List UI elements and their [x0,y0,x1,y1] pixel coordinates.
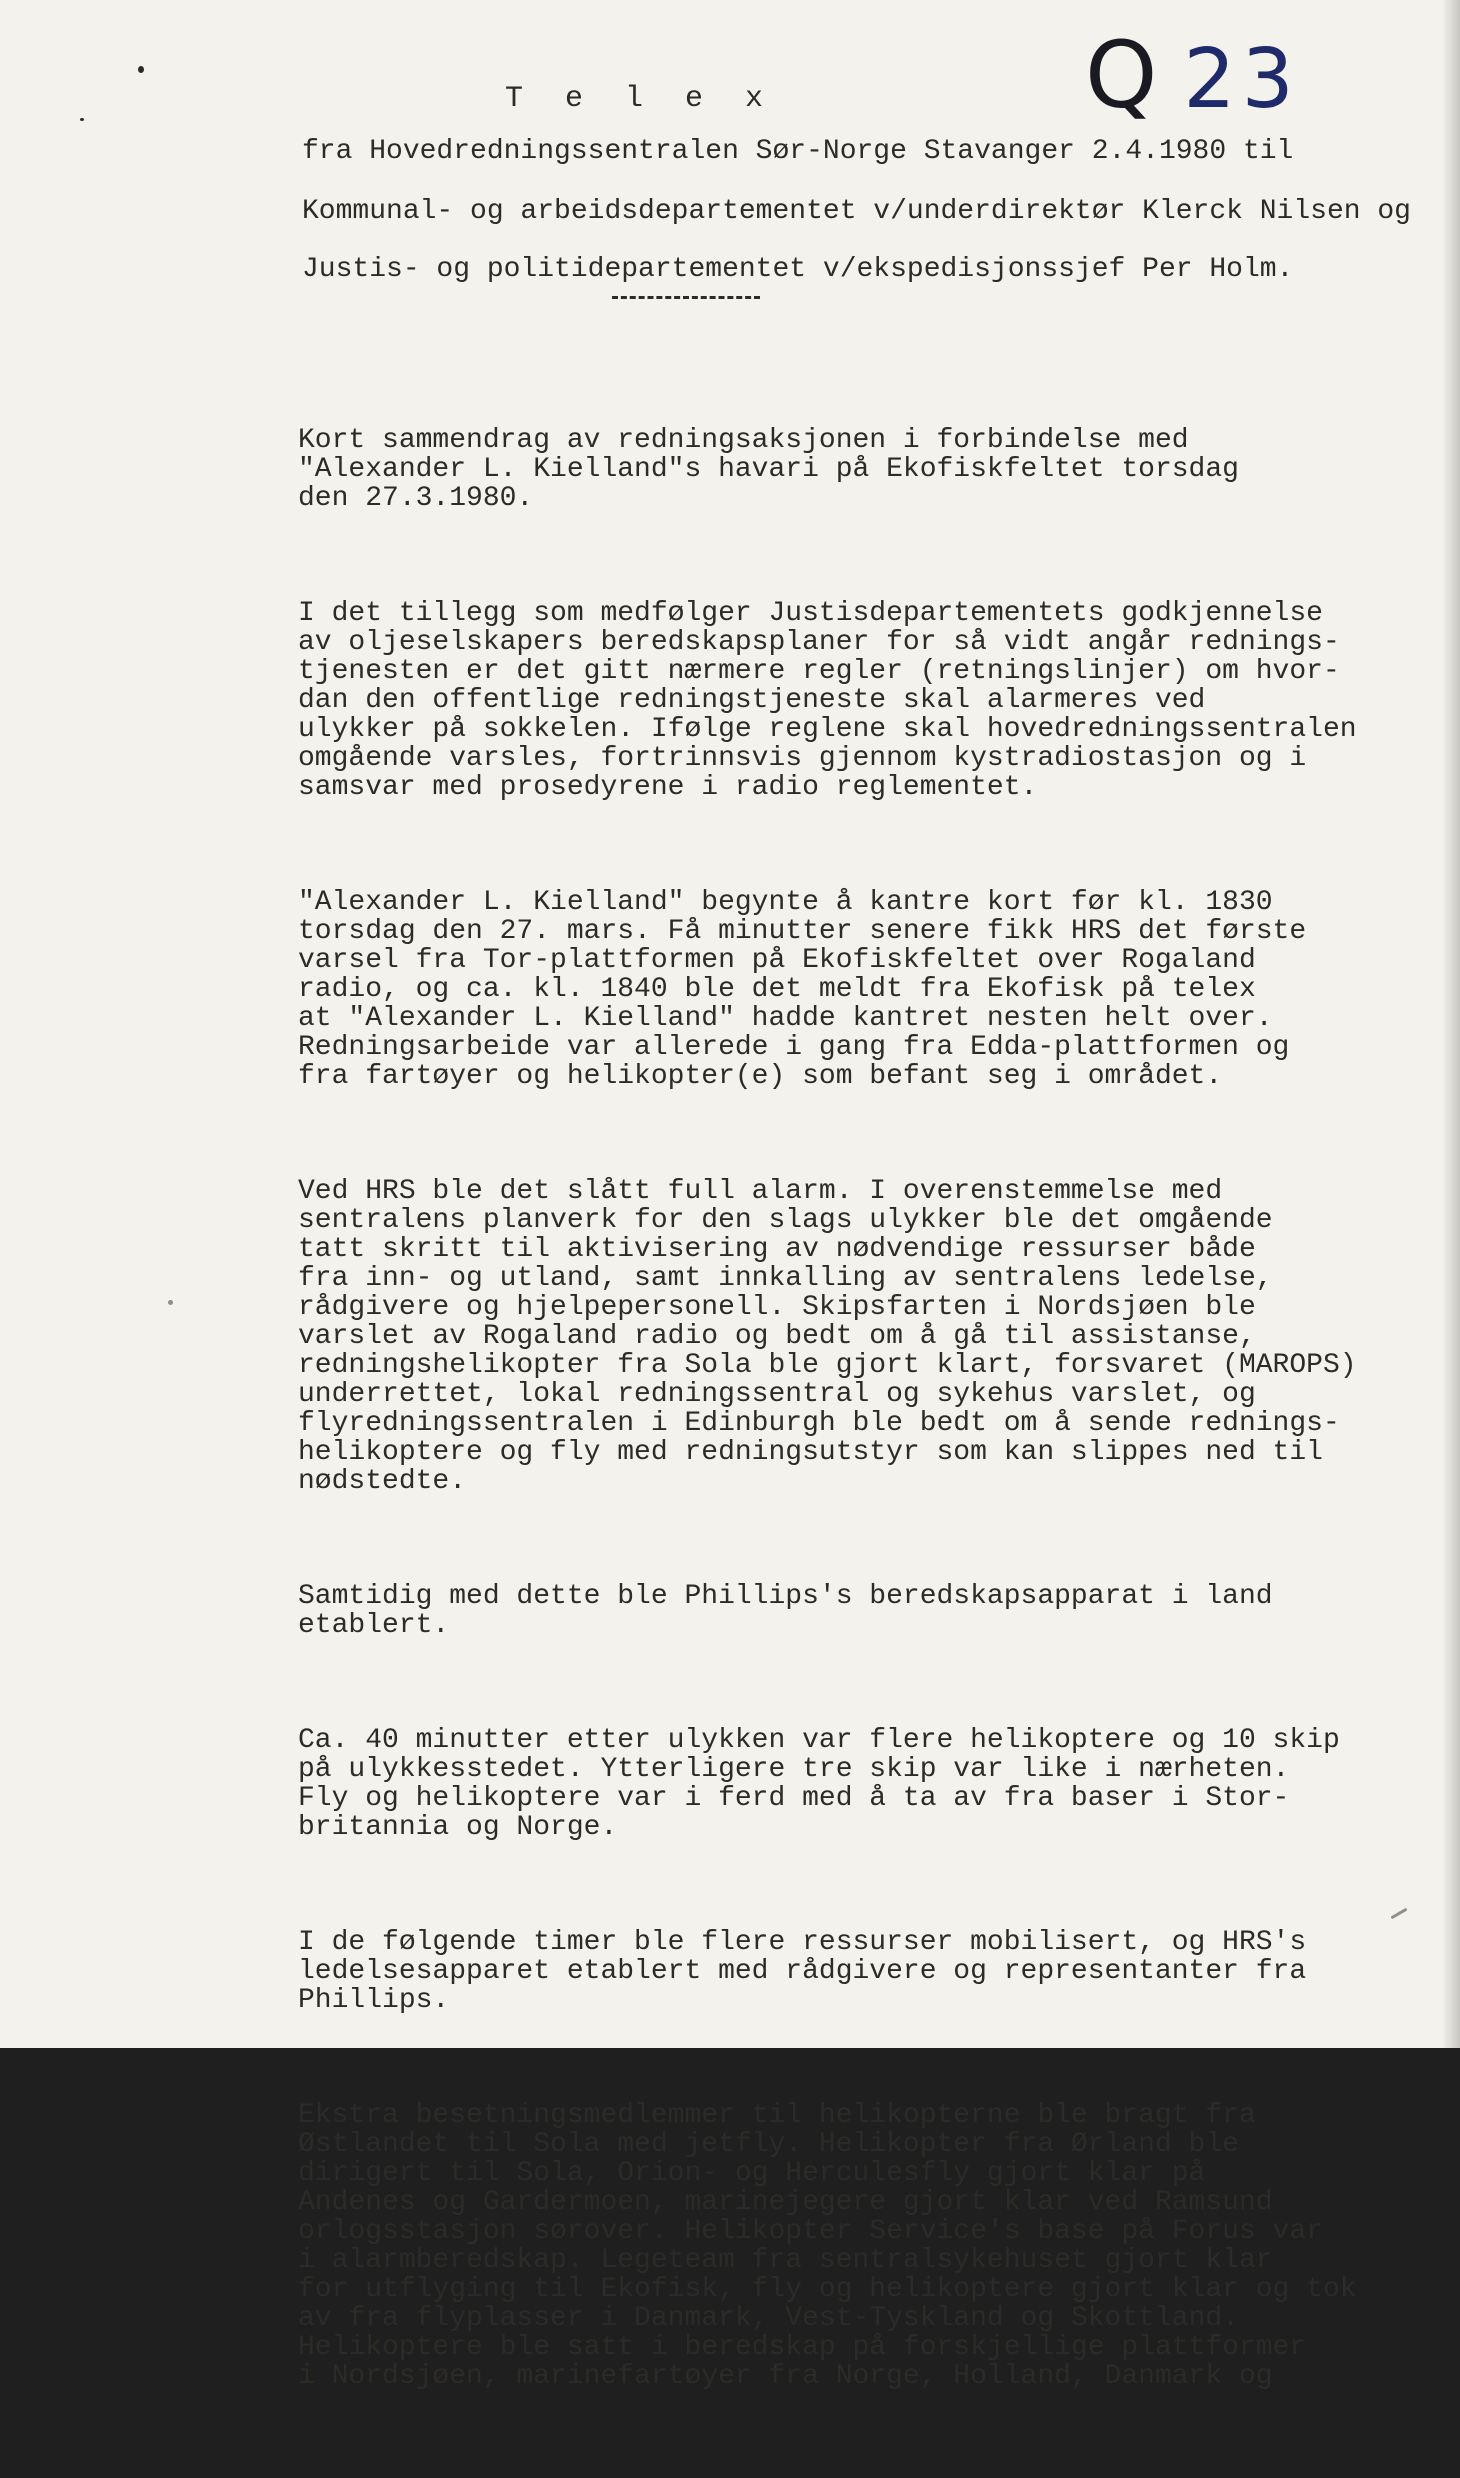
scan-speck [168,1300,173,1305]
annotation-letter: Q [1085,22,1164,129]
document-body [298,368,1418,2477]
paragraph-regulations: I det tillegg som medfølger Justisdepartementets godkjennelse av oljeselskapers beredskapsplaner for så vidt angår rednings- tjenesten er det gitt nærmere regler (retningslinjer) om hvor- dan den offentlige redningstjeneste skal alarmeres ved ulykker på sokkelen. Ifølge reglene skal hovedredningssentralen omgående varsles, fortrinnsvis gjennom kystradiostasjon og i samsvar med prosedyrene i radio reglementet. [298,598,1357,803]
paragraph-capsize: "Alexander L. Kielland" begynte å kantre kort før kl. 1830 torsdag den 27. mars. Få minutter senere fikk HRS det første varsel fra Tor-plattformen på Ekofiskfeltet over Rogaland radio, og ca. kl. 1840 ble det meldt fra Ekofisk på telex at "Alexander L. Kielland" hadde kantret nesten helt over. Redningsarbeide var allerede i gang fra Edda-plattformen og fra fartøyer og helikopter(e) som befant seg i området. [298,887,1307,1092]
scan-speck [138,66,144,73]
header-line-sender: fra Hovedredningssentralen Sør-Norge Stavanger 2.4.1980 til [302,136,1294,167]
header-line-recipient-1: Kommunal- og arbeidsdepartementet v/underdirektør Klerck Nilsen og [302,196,1411,227]
paragraph-40-minutes: Ca. 40 minutter etter ulykken var flere helikoptere og 10 skip på ulykkesstedet. Ytterligere tre skip var like i nærheten. Fly og helikoptere var i ferd med å ta av fra baser i Stor- britannia og Norge. [298,1725,1340,1843]
paragraph-extra-crew: Ekstra besetningsmedlemmer til helikopterne ble bragt fra Østlandet til Sola med jetfly. Helikopter fra Ørland ble dirigert til Sola, Orion- og Herculesfly gjort klar på Andenes og Gardermoen, marinejegere gjort klar ved Ramsund orlogsstasjon sørover. Helikopter Service's base på Forus var i alarmberedskap. Legeteam fra sentralsykehuset gjort klar for utflyging til Ekofisk, fly og helikoptere gjort klar og tok av fra flyplasser i Danmark, Vest-Tyskland og Skottland. Helikoptere ble satt i beredskap på forskjellige plattformer i Nordsjøen, marinefartøyer fra Norge, Holland, Danmark og [298,2100,1357,2392]
annotation-number: 23 [1183,32,1300,127]
document-title: T e l e x [504,82,776,116]
page-edge-shadow [1442,0,1460,2048]
separator-rule [612,296,760,299]
scan-speck [80,118,84,121]
header-line-recipient-2: Justis- og politidepartementet v/ekspedisjonssjef Per Holm. [302,254,1294,285]
paragraph-summary-intro: Kort sammendrag av redningsaksjonen i forbindelse med "Alexander L. Kielland"s havari på Ekofiskfeltet torsdag den 27.3.1980. [298,425,1239,514]
paragraph-following-hours: I de følgende timer ble flere ressurser mobilisert, og HRS's ledelsesapparet etablert med rådgivere og representanter fra Phillips. [298,1927,1307,2016]
paragraph-alarm: Ved HRS ble det slått full alarm. I overenstemmelse med sentralens planverk for den slags ulykker ble det omgående tatt skritt til aktivisering av nødvendige ressurser både fra inn- og utland, samt innkalling av sentralens ledelse, rådgivere og hjelpepersonell. Skipsfarten i Nordsjøen ble varslet av Rogaland radio og bedt om å gå til assistanse, redningshelikopter fra Sola ble gjort klart, forsvaret (MAROPS) underrettet, lokal redningssentral og sykehus varslet, og flyredningssentralen i Edinburgh ble bedt om å sende rednings- helikoptere og fly med redningsutstyr som kan slippes ned til nødstedte. [298,1176,1357,1497]
paragraph-phillips: Samtidig med dette ble Phillips's beredskapsapparat i land etablert. [298,1581,1273,1641]
